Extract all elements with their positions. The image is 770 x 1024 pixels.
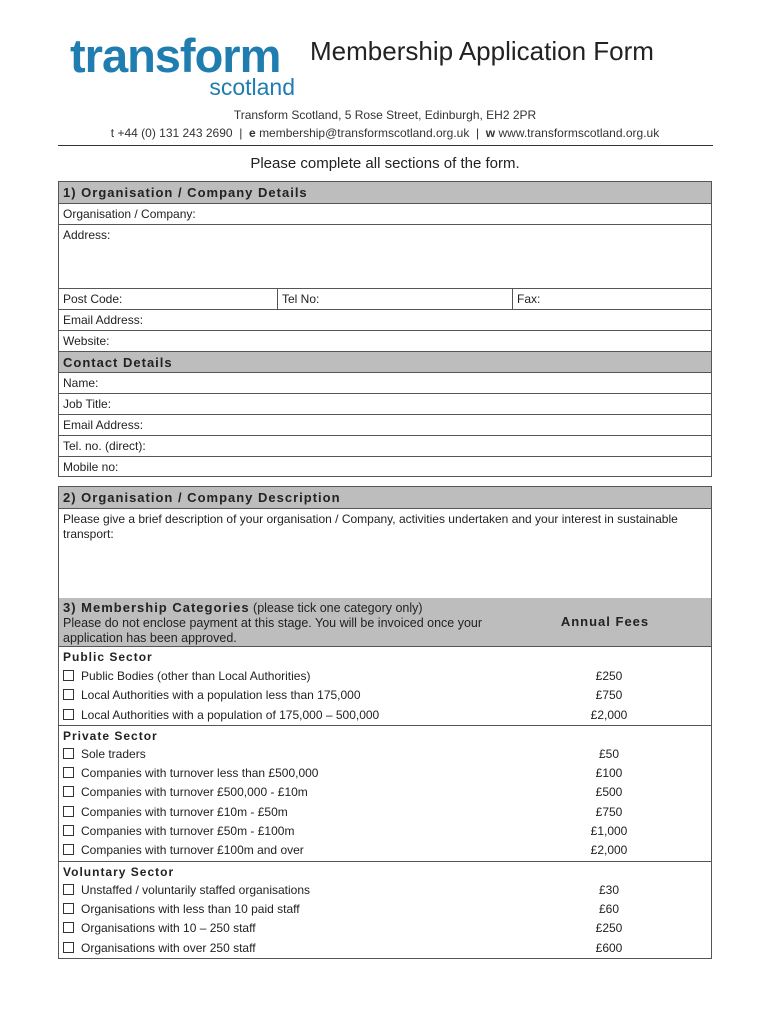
category-row <box>59 783 711 802</box>
category-group-heading: Voluntary Sector <box>59 861 711 881</box>
category-group-heading: Public Sector <box>63 650 153 664</box>
section3-heading: 3) Membership Categories <box>63 600 250 615</box>
category-fee: £2,000 <box>590 707 628 722</box>
payment-note: Please do not enclose payment at this stage. You will be invoiced once your application has been approved. <box>63 616 483 645</box>
logo-wordmark-top: transform <box>70 29 281 82</box>
category-checkbox[interactable] <box>63 767 74 778</box>
category-row <box>59 822 711 841</box>
category-label: Sole traders <box>81 746 146 761</box>
category-label: Local Authorities with a population of 175,000 – 500,000 <box>81 707 380 722</box>
category-checkbox[interactable] <box>63 884 74 895</box>
description-field[interactable]: Please give a brief description of your organisation / Company, activities undertaken and your interest in sustainable transport: <box>59 508 711 598</box>
category-fee: £2,000 <box>590 843 628 858</box>
website-link[interactable]: www.transformscotland.org.uk <box>498 126 660 140</box>
category-label: Local Authorities with a population less than 175,000 <box>81 688 361 703</box>
category-row <box>59 939 711 958</box>
header-divider <box>58 145 713 146</box>
category-checkbox[interactable] <box>63 844 74 855</box>
intro-text: Please complete all sections of the form. <box>250 155 520 172</box>
email-address[interactable]: membership@transformscotland.org.uk <box>259 126 470 140</box>
category-fee: £50 <box>598 746 620 761</box>
tel-prefix: t <box>110 126 115 140</box>
category-row <box>59 803 711 822</box>
category-fee: £100 <box>595 766 623 781</box>
annual-fees-label: Annual Fees <box>560 614 650 629</box>
category-label: Public Bodies (other than Local Authorities) <box>81 669 311 683</box>
website-field[interactable]: Website: <box>59 330 711 351</box>
category-row <box>59 881 711 900</box>
category-group-heading: Private Sector <box>59 725 711 745</box>
direct-tel-field[interactable]: Tel. no. (direct): <box>59 435 711 456</box>
address-field[interactable]: Address: <box>59 224 711 288</box>
category-row <box>59 667 711 686</box>
postcode-tel-fax-row <box>59 288 711 309</box>
section3-header <box>59 598 711 647</box>
category-checkbox[interactable] <box>63 922 74 933</box>
section3-heading-block <box>63 600 493 646</box>
org-email-field[interactable]: Email Address: <box>59 309 711 330</box>
membership-categories-table <box>58 598 712 959</box>
logo-wordmark-bottom: scotland <box>209 74 295 100</box>
category-label: Organisations with less than 10 paid staff <box>81 901 300 916</box>
category-checkbox[interactable] <box>63 786 74 797</box>
category-row <box>59 764 711 783</box>
tel-number: +44 (0) 131 243 2690 <box>117 126 233 140</box>
postcode-field[interactable]: Post Code: <box>63 292 123 306</box>
category-checkbox[interactable] <box>63 748 74 759</box>
category-fee: £60 <box>598 901 620 916</box>
category-row <box>59 745 711 764</box>
category-checkbox[interactable] <box>63 806 74 817</box>
organisation-details-table <box>58 181 712 477</box>
web-prefix: w <box>485 126 496 140</box>
category-label: Unstaffed / voluntarily staffed organisations <box>81 882 311 897</box>
category-fee: £500 <box>595 785 623 800</box>
category-fee: £250 <box>595 921 623 936</box>
page-title: Membership Application Form <box>310 36 654 66</box>
org-field[interactable]: Organisation / Company: <box>59 203 711 224</box>
category-fee: £250 <box>595 669 623 683</box>
category-fee: £600 <box>595 940 623 955</box>
category-row <box>59 900 711 919</box>
contact-heading: Contact Details <box>59 351 711 372</box>
category-label: Companies with turnover £10m - £50m <box>81 804 288 819</box>
category-checkbox[interactable] <box>63 689 74 700</box>
category-fee: £750 <box>595 804 623 819</box>
fax-field[interactable]: Fax: <box>512 289 711 309</box>
category-row <box>59 706 711 725</box>
category-label: Companies with turnover £500,000 - £10m <box>81 785 308 800</box>
postal-address: Transform Scotland, 5 Rose Street, Edinburgh, EH2 2PR <box>233 108 537 122</box>
category-label: Companies with turnover £100m and over <box>81 843 304 858</box>
category-fee: £1,000 <box>590 824 628 839</box>
email-prefix: e <box>249 126 256 140</box>
section3-heading-note: (please tick one category only) <box>253 601 423 615</box>
contact-email-field[interactable]: Email Address: <box>59 414 711 435</box>
category-label: Companies with turnover less than £500,000 <box>81 766 319 781</box>
category-fee: £30 <box>598 882 620 897</box>
category-checkbox[interactable] <box>63 709 74 720</box>
category-row <box>59 841 711 860</box>
category-checkbox[interactable] <box>63 670 74 681</box>
category-label: Companies with turnover £50m - £100m <box>81 824 295 839</box>
contact-line <box>0 126 770 140</box>
category-checkbox[interactable] <box>63 942 74 953</box>
category-row <box>59 686 711 705</box>
name-field[interactable]: Name: <box>59 372 711 393</box>
description-table <box>58 486 712 599</box>
category-checkbox[interactable] <box>63 825 74 836</box>
category-fee: £750 <box>595 688 623 703</box>
transform-scotland-logo <box>70 30 295 98</box>
section1-heading: 1) Organisation / Company Details <box>59 182 711 203</box>
category-checkbox[interactable] <box>63 903 74 914</box>
category-label: Organisations with over 250 staff <box>81 940 256 955</box>
category-label: Organisations with 10 – 250 staff <box>81 921 256 936</box>
job-title-field[interactable]: Job Title: <box>59 393 711 414</box>
mobile-field[interactable]: Mobile no: <box>59 456 711 476</box>
separator: | <box>476 126 480 140</box>
separator: | <box>239 126 243 140</box>
section2-heading: 2) Organisation / Company Description <box>59 487 711 508</box>
tel-field[interactable]: Tel No: <box>277 289 512 309</box>
category-row <box>59 919 711 938</box>
category-groups <box>59 647 711 958</box>
